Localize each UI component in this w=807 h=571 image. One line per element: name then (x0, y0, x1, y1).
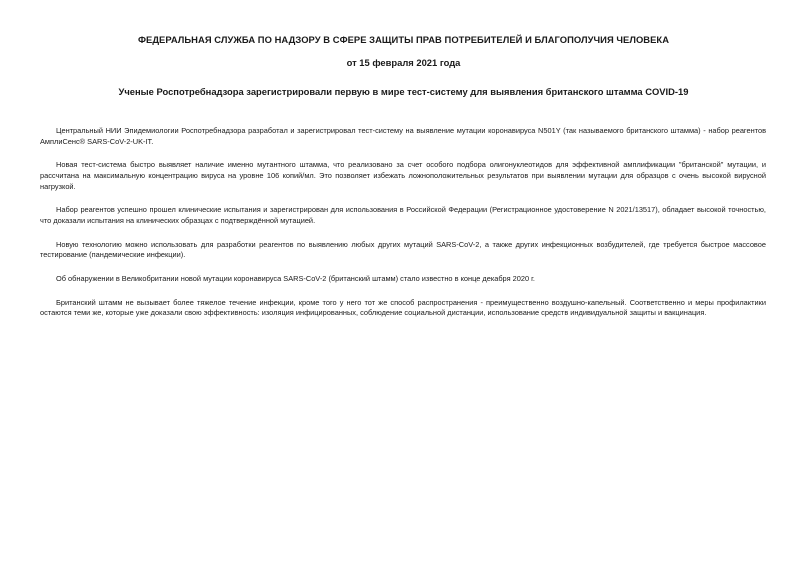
paragraph: Об обнаружении в Великобритании новой мутации коронавируса SARS-CoV-2 (британский штамм) стало известно в конце декабря 2020 г. (56, 274, 535, 284)
agency-name: ФЕДЕРАЛЬНАЯ СЛУЖБА ПО НАДЗОРУ В СФЕРЕ ЗАЩИТЫ ПРАВ ПОТРЕБИТЕЛЕЙ И БЛАГОПОЛУЧИЯ ЧЕЛОВЕКА (137, 34, 670, 45)
paragraph: Новую технологию можно использовать для разработки реагентов по выявлению любых других мутаций SARS-CoV-2, а также других инфекционных возбудителей, где требуется быстрое массовое тестирование (пандемические инфекции). (40, 239, 766, 260)
document-headline: Ученые Роспотребнадзора зарегистрировали первую в мире тест-систему для выявления британского штамма COVID-19 (118, 86, 689, 97)
paragraph: Британский штамм не вызывает более тяжелое течение инфекции, кроме того у него тот же способ распространения - преимущественно воздушно-капельный. Соответственно и меры профилактики остаются теми же, которые уже доказали свою эффективность: изоляция инфицированных, соблюдение социальной дистанции, использование средств индивидуальной защиты и вакцинация. (40, 297, 766, 318)
paragraph: Набор реагентов успешно прошел клинические испытания и зарегистрирован для использования в Российской Федерации (Регистрационное удостоверение N 2021/13517), обладает высокой точностью, что доказали испытания на клинических образцах с подтверждённой мутацией. (40, 205, 766, 225)
document-body (40, 126, 766, 332)
paragraph: Новая тест-система быстро выявляет наличие именно мутантного штамма, что реализовано за счет особого подбора олигонуклеотидов для эффективной амплификации "британской" мутации, и рассчитана на максимальную концентрацию вируса на уровне 106 копий/мл. Это позволяет избежать ложноположительных результатов при выявлении мутации для образцов с очень высокой вирусной нагрузкой. (40, 160, 766, 191)
document-date: от 15 февраля 2021 года (346, 57, 461, 68)
paragraph: Центральный НИИ Эпидемиологии Роспотребнадзора разработал и зарегистрировал тест-систему на выявление мутации коронавируса N501Y (так называемого британского штамма) - набор реагентов АмплиСенс® SARS-CoV-2-UK-IT. (40, 126, 766, 146)
